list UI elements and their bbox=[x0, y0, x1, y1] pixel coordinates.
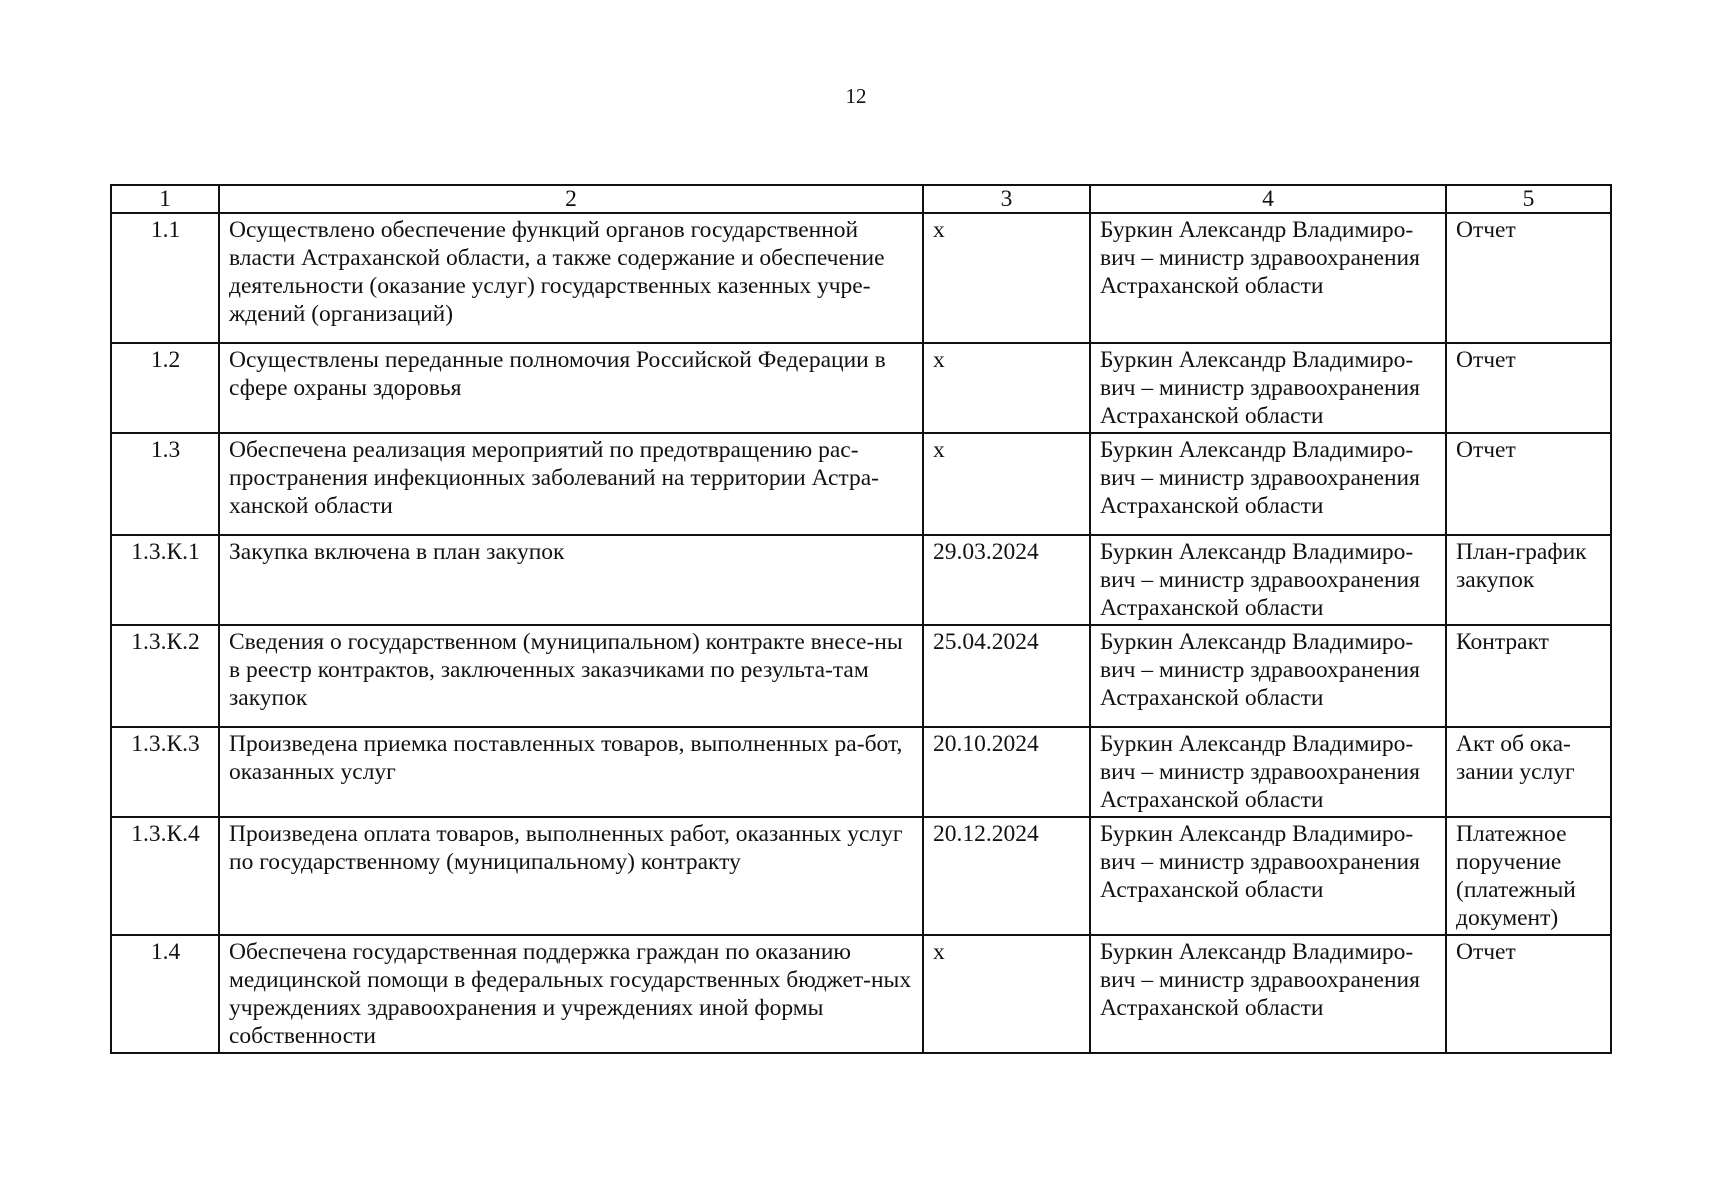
row-document: Акт об ока-зании услуг bbox=[1446, 727, 1611, 817]
row-result: Осуществлены переданные полномочия Российской Федерации в сфере охраны здоровья bbox=[219, 343, 923, 433]
table-row bbox=[111, 343, 1611, 433]
header-col-4: 4 bbox=[1090, 185, 1446, 213]
page-number: 12 bbox=[845, 84, 867, 108]
table-row bbox=[111, 625, 1611, 727]
row-responsible: Буркин Александр Владимиро-вич – министр здравоохранения Астраханской области bbox=[1090, 343, 1446, 433]
row-result: Обеспечена государственная поддержка граждан по оказанию медицинской помощи в федеральных государственных бюджет-ных учреждениях здравоохранения и учреждениях иной формы собственности bbox=[219, 935, 923, 1053]
row-result: Произведена приемка поставленных товаров, выполненных ра-бот, оказанных услуг bbox=[219, 727, 923, 817]
row-responsible: Буркин Александр Владимиро-вич – министр здравоохранения Астраханской области bbox=[1090, 535, 1446, 625]
row-responsible: Буркин Александр Владимиро-вич – министр здравоохранения Астраханской области bbox=[1090, 625, 1446, 727]
row-document: План-график закупок bbox=[1446, 535, 1611, 625]
table-row bbox=[111, 935, 1611, 1053]
row-responsible: Буркин Александр Владимиро-вич – министр здравоохранения Астраханской области bbox=[1090, 213, 1446, 343]
row-date: 29.03.2024 bbox=[923, 535, 1090, 625]
table-row bbox=[111, 535, 1611, 625]
plan-table bbox=[110, 184, 1612, 1054]
table-row bbox=[111, 213, 1611, 343]
row-result: Произведена оплата товаров, выполненных работ, оказанных услуг по государственному (муниципальному) контракту bbox=[219, 817, 923, 935]
row-date: 25.04.2024 bbox=[923, 625, 1090, 727]
row-document: Отчет bbox=[1446, 433, 1611, 535]
row-document: Отчет bbox=[1446, 935, 1611, 1053]
row-responsible: Буркин Александр Владимиро-вич – министр здравоохранения Астраханской области bbox=[1090, 727, 1446, 817]
row-result: Закупка включена в план закупок bbox=[219, 535, 923, 625]
row-number: 1.3 bbox=[111, 433, 219, 535]
row-number: 1.3.К.4 bbox=[111, 817, 219, 935]
header-col-3: 3 bbox=[923, 185, 1090, 213]
row-date: x bbox=[923, 935, 1090, 1053]
row-document: Отчет bbox=[1446, 213, 1611, 343]
header-col-1: 1 bbox=[111, 185, 219, 213]
header-row bbox=[111, 185, 1611, 213]
header-col-5: 5 bbox=[1446, 185, 1611, 213]
row-date: x bbox=[923, 343, 1090, 433]
row-responsible: Буркин Александр Владимиро-вич – министр здравоохранения Астраханской области bbox=[1090, 817, 1446, 935]
row-date: x bbox=[923, 213, 1090, 343]
row-responsible: Буркин Александр Владимиро-вич – министр здравоохранения Астраханской области bbox=[1090, 935, 1446, 1053]
row-number: 1.3.К.1 bbox=[111, 535, 219, 625]
row-date: x bbox=[923, 433, 1090, 535]
row-number: 1.4 bbox=[111, 935, 219, 1053]
row-number: 1.2 bbox=[111, 343, 219, 433]
row-date: 20.12.2024 bbox=[923, 817, 1090, 935]
row-number: 1.3.К.3 bbox=[111, 727, 219, 817]
row-document: Контракт bbox=[1446, 625, 1611, 727]
row-result: Обеспечена реализация мероприятий по предотвращению рас-пространения инфекционных заболеваний на территории Астра-ханской области bbox=[219, 433, 923, 535]
row-number: 1.3.К.2 bbox=[111, 625, 219, 727]
header-col-2: 2 bbox=[219, 185, 923, 213]
row-responsible: Буркин Александр Владимиро-вич – министр здравоохранения Астраханской области bbox=[1090, 433, 1446, 535]
table-row bbox=[111, 433, 1611, 535]
row-date: 20.10.2024 bbox=[923, 727, 1090, 817]
row-document: Отчет bbox=[1446, 343, 1611, 433]
row-result: Сведения о государственном (муниципальном) контракте внесе-ны в реестр контрактов, заключенных заказчиками по результа-там закупок bbox=[219, 625, 923, 727]
table-row bbox=[111, 727, 1611, 817]
row-result: Осуществлено обеспечение функций органов государственной власти Астраханской области, а также содержание и обеспечение деятельности (оказание услуг) государственных казенных учре-ждений (организаций) bbox=[219, 213, 923, 343]
row-document: Платежное поручение (платежный документ) bbox=[1446, 817, 1611, 935]
table-row bbox=[111, 817, 1611, 935]
row-number: 1.1 bbox=[111, 213, 219, 343]
